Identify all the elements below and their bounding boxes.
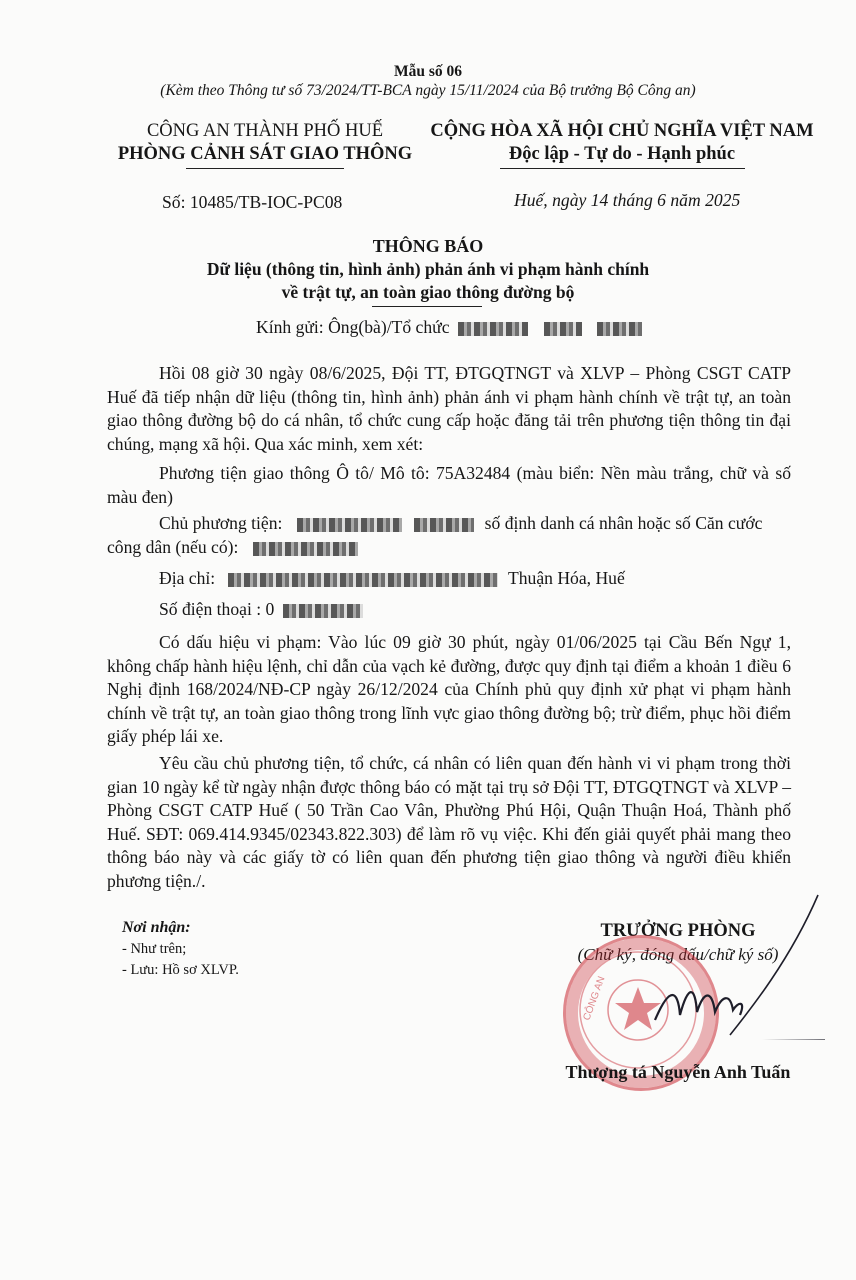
redacted-phone	[283, 604, 363, 618]
document-subtitle-1: Dữ liệu (thông tin, hình ảnh) phản ánh vi phạm hành chính	[206, 259, 650, 279]
seal-text: CÔNG AN	[581, 974, 608, 1023]
agency-underline	[186, 168, 344, 169]
redacted-owner-name-2	[414, 518, 474, 532]
owner-line	[159, 513, 762, 534]
recipient-line	[256, 317, 642, 338]
paragraph-vehicle: Phương tiện giao thông Ô tô/ Mô tô: 75A32484 (màu biển: Nền màu trắng, chữ và số màu đen)	[107, 463, 791, 507]
signature-note: (Chữ ký, đóng dấu/chữ ký số)	[577, 945, 779, 964]
owner-id-label: số định danh cá nhân hoặc số Căn cước	[484, 513, 763, 533]
address-line	[159, 568, 625, 589]
redacted-recipient-name-3	[597, 322, 642, 336]
redacted-recipient-name-2	[544, 322, 582, 336]
receivers-title: Nơi nhận:	[122, 919, 191, 936]
signer-name: Thượng tá Nguyễn Anh Tuấn	[565, 1062, 791, 1082]
country-name: CỘNG HÒA XÃ HỘI CHỦ NGHĨA VIỆT NAM	[430, 121, 814, 141]
owner-label: Chủ phương tiện:	[159, 513, 283, 533]
redacted-owner-name	[297, 518, 402, 532]
receiver-item-2: - Lưu: Hồ sơ XLVP.	[122, 962, 239, 978]
phone-prefix: 0	[265, 599, 275, 619]
agency-parent: CÔNG AN THÀNH PHỐ HUẾ	[146, 121, 384, 141]
document-title: THÔNG BÁO	[372, 236, 484, 256]
agency-name: PHÒNG CẢNH SÁT GIAO THÔNG	[117, 144, 413, 164]
owner-id-line	[107, 537, 358, 558]
phone-label: Số điện thoại :	[159, 599, 262, 619]
document-number: Số: 10485/TB-IOC-PC08	[162, 192, 343, 212]
paragraph-receipt: Hồi 08 giờ 30 ngày 08/6/2025, Đội TT, ĐTGQTNGT và XLVP – Phòng CSGT CATP Huế đã tiếp nhận dữ liệu (thông tin, hình ảnh) phản ánh vi phạm hành chính về trật tự, an toàn giao thông đường bộ do cá nhân, tổ chức cung cấp hoặc đăng tải trên phương tiện thông tin đại chúng, mạng xã hội. Qua xác minh, xem xét:	[107, 363, 791, 454]
redacted-owner-id	[253, 542, 358, 556]
place-date: Huế, ngày 14 tháng 6 năm 2025	[514, 190, 741, 210]
address-locality: Thuận Hóa, Huế	[508, 568, 625, 588]
motto-underline	[500, 168, 745, 169]
recipient-label: Kính gửi: Ông(bà)/Tổ chức	[256, 317, 450, 337]
address-label: Địa chỉ:	[159, 568, 216, 588]
form-note: (Kèm theo Thông tư số 73/2024/TT-BCA ngày 15/11/2024 của Bộ trưởng Bộ Công an)	[160, 82, 696, 99]
redacted-address	[228, 573, 498, 587]
receiver-item-1: - Như trên;	[122, 941, 187, 957]
phone-line	[159, 599, 363, 620]
signer-title: TRƯỞNG PHÒNG	[600, 921, 756, 941]
form-number: Mẫu số 06	[393, 63, 463, 80]
title-underline	[372, 306, 482, 307]
paragraph-violation: Có dấu hiệu vi phạm: Vào lúc 09 giờ 30 phút, ngày 01/06/2025 tại Cầu Bến Ngự 1, không chấp hành hiệu lệnh, chỉ dẫn của vạch kẻ đường, được quy định tại điểm a khoản 1 điều 6 Nghị định 168/2024/NĐ-CP ngày 26/12/2024 của Chính phủ quy định xử phạt vi phạm hành chính về trật tự, an toàn giao thông trong lĩnh vực giao thông đường bộ; trừ điểm, phục hồi điểm giấy phép lái xe.	[107, 632, 791, 746]
motto: Độc lập - Tự do - Hạnh phúc	[508, 144, 736, 164]
document-subtitle-2: về trật tự, an toàn giao thông đường bộ	[281, 282, 575, 302]
redacted-recipient-name	[458, 322, 528, 336]
handwritten-signature	[600, 890, 830, 1040]
paragraph-request: Yêu cầu chủ phương tiện, tổ chức, cá nhân có liên quan đến hành vi vi phạm trong thời gian 10 ngày kể từ ngày nhận được thông báo có mặt tại trụ sở Đội TT, ĐTGQTNGT và XLVP – Phòng CSGT CATP Huế ( 50 Trần Cao Vân, Phường Phú Hội, Quận Thuận Hoá, Thành phố Huế. SĐT: 069.414.9345/02343.822.303) để làm rõ vụ việc. Khi đến giải quyết phải mang theo thông báo này và các giấy tờ có liên quan đến phương tiện giao thông và người điều khiển phương tiện./.	[107, 753, 791, 891]
owner-id-line-label: công dân (nếu có):	[107, 537, 239, 557]
